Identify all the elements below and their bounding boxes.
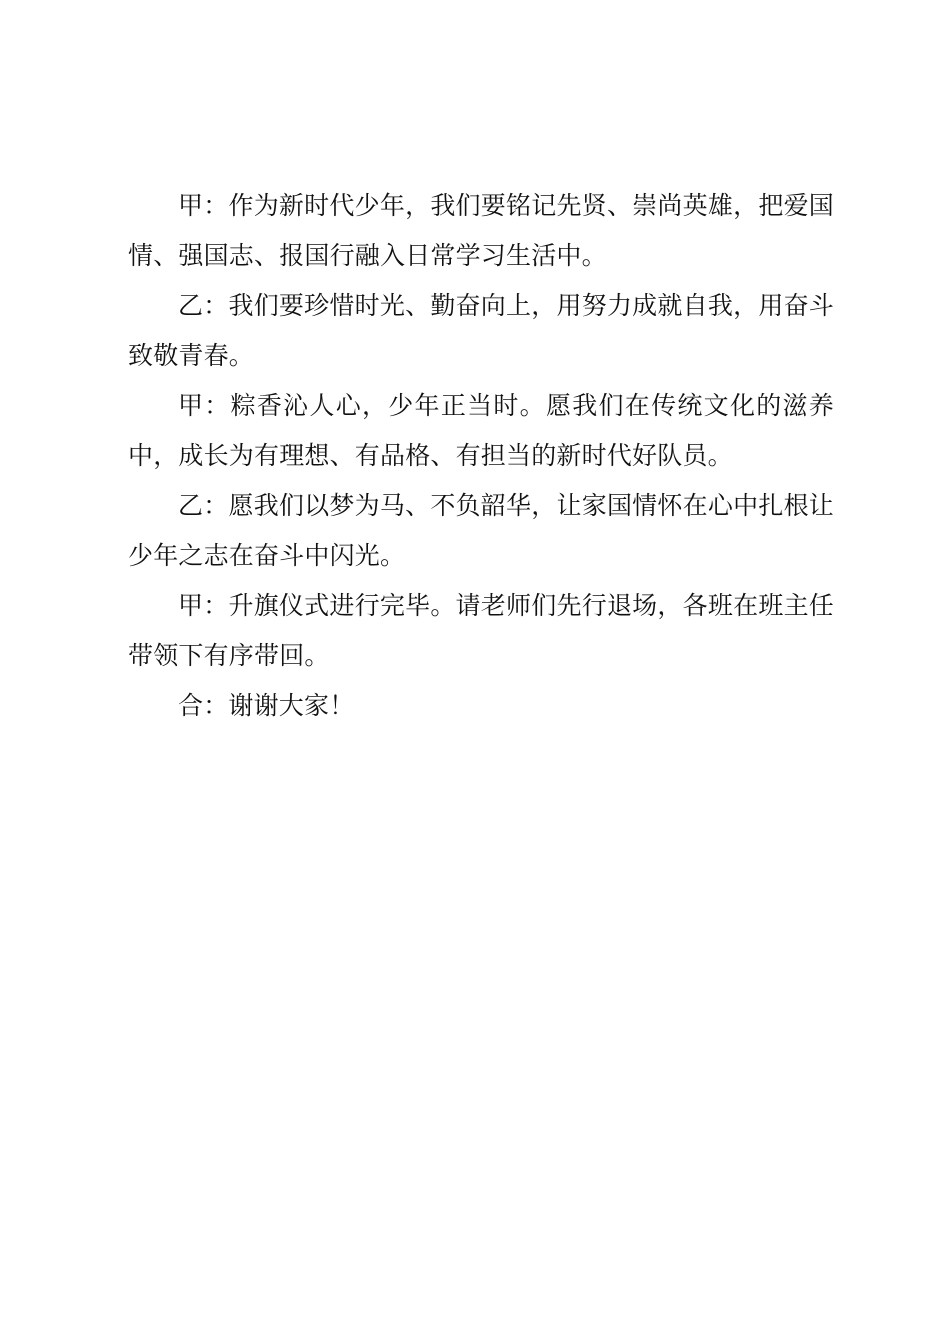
- paragraph-6: 合：谢谢大家！: [178, 691, 355, 720]
- paragraph-4: 乙：愿我们以梦为马、不负韶华，让家国情怀在心中扎根让少年之志在奋斗中闪光。: [128, 491, 834, 570]
- paragraph-2: 乙：我们要珍惜时光、勤奋向上，用努力成就自我，用奋斗致敬青春。: [128, 291, 834, 370]
- script-text-block: [128, 181, 834, 731]
- paragraph-5: 甲：升旗仪式进行完毕。请老师们先行退场，各班在班主任带领下有序带回。: [128, 591, 834, 670]
- paragraph-1: 甲：作为新时代少年，我们要铭记先贤、崇尚英雄，把爱国情、强国志、报国行融入日常学习生活中。: [128, 191, 834, 270]
- paragraph-3: 甲：粽香沁人心，少年正当时。愿我们在传统文化的滋养中，成长为有理想、有品格、有担当的新时代好队员。: [128, 391, 834, 470]
